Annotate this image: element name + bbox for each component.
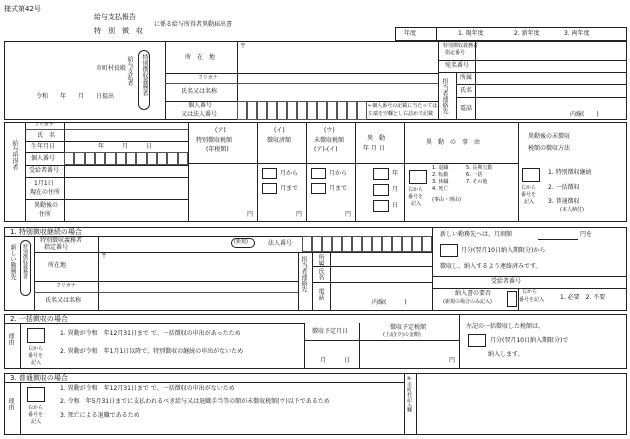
monthly-note-suffix: 円を — [580, 231, 593, 238]
section1-staff-vertical: 担当者連絡先 — [300, 256, 307, 292]
year-label: 年度 — [404, 30, 417, 37]
section2-circle1: 右から — [28, 346, 44, 352]
from-month-box-u[interactable] — [311, 168, 326, 179]
digit-cell[interactable] — [277, 101, 287, 120]
reason-other-label: (事由・理由) — [432, 197, 461, 203]
plan-day[interactable]: 日 — [344, 357, 351, 364]
monthly-note-prefix: 新しい勤務先へは、月割額 — [440, 231, 513, 238]
digit-cell[interactable] — [362, 236, 372, 252]
payer-address-label: 所 在 地 — [185, 54, 216, 61]
section3-title: 3. 普通徴収の場合 — [10, 374, 68, 382]
section3-circle2: 番号を — [28, 412, 44, 418]
payer-bracket-label: 特別徴収義務者 — [141, 54, 148, 96]
section1-staff-name-label: 氏名 — [317, 268, 324, 280]
digit-cell[interactable] — [126, 152, 136, 165]
digit-cell[interactable] — [64, 152, 74, 165]
digit-cell[interactable] — [307, 101, 317, 120]
reason-circle-box[interactable] — [409, 170, 427, 184]
section2-note1: 左記の一括徴収した税額は、 — [466, 323, 545, 330]
reason-7: 7. その他 — [466, 179, 488, 185]
digit-cell[interactable] — [327, 101, 337, 120]
submit-date[interactable]: 令和 年 月 日提出 — [36, 93, 115, 100]
addressee-number-label: 宛名番号 — [445, 62, 470, 69]
employee-birth-value[interactable]: 年 月 日 — [98, 143, 153, 150]
number-note1: ←個人番号の記載に当たっては — [368, 103, 438, 109]
section1-title: 1. 特別徴収継続の場合 — [10, 228, 82, 236]
digit-cell[interactable] — [412, 236, 422, 252]
assigned-number-label2: 指定番号 — [445, 50, 466, 56]
col-u-label1: 未徴収税額 — [314, 137, 345, 144]
method-circle-note3: 記入 — [524, 199, 535, 205]
mayor-label: 市町村長殿 — [96, 65, 127, 72]
employee-vertical-label: 給与所得者 — [11, 140, 18, 170]
digit-cell[interactable] — [347, 101, 357, 120]
digit-cell[interactable] — [105, 152, 115, 165]
to-month-label-i: 月まで — [280, 185, 299, 192]
payment-slip-options[interactable]: 1. 必要 2. 不要 — [560, 294, 606, 301]
digit-cell[interactable] — [372, 236, 382, 252]
digit-cell[interactable] — [85, 152, 95, 165]
digit-cell[interactable] — [74, 152, 84, 165]
reason-circle-note1: 右から — [408, 187, 424, 193]
reason-circle-note3: 記入 — [411, 201, 422, 207]
section1-bracket-label: 特別徴収義務者 — [22, 244, 28, 279]
col-i-yen: 円 — [296, 211, 303, 218]
digit-cell[interactable] — [287, 101, 297, 120]
section1-vertical: 新しい勤務先 — [9, 244, 16, 280]
reason-3: 3. 休職 — [432, 179, 449, 185]
reason-5: 5. 長期欠勤 — [466, 165, 493, 171]
start-month-note: 月分(翌月10日納入期限分)から — [461, 247, 546, 254]
plan-month[interactable]: 月 — [320, 357, 327, 364]
method-3-note: (本人納付) — [560, 207, 584, 213]
payment-slip-circle1: 右から — [522, 289, 538, 295]
to-month-label-u: 月まで — [329, 185, 348, 192]
digit-cell[interactable] — [422, 236, 432, 252]
change-year-label: 年 — [392, 170, 399, 177]
section1-address-label: 所在地 — [48, 262, 67, 269]
reason-4: 4. 死亡 — [432, 186, 449, 192]
from-month-box-i[interactable] — [262, 168, 277, 179]
after-address-b: 住所 — [39, 211, 52, 218]
section2-note2: 月分(翌月10日納入期限分)で — [490, 337, 569, 344]
payer-postal: 〒 — [240, 43, 247, 50]
col-u-label2: (ア)-(イ) — [314, 146, 338, 153]
payer-number-label2: 又は法人番号 — [181, 111, 218, 118]
digit-cell[interactable] — [147, 152, 157, 165]
digit-cell[interactable] — [267, 101, 277, 120]
col-after-label2: 税額の徴収方法 — [528, 145, 571, 152]
payer-name-label: 氏名又は名称 — [181, 88, 218, 95]
digit-cell[interactable] — [357, 101, 367, 120]
start-month-box[interactable] — [440, 244, 458, 257]
method-3: 3. 普通徴収 — [548, 198, 580, 205]
assigned-number-label1: 特別徴収義務者 — [443, 43, 479, 49]
digit-cell[interactable] — [237, 101, 247, 120]
change-day-box[interactable] — [373, 200, 389, 212]
digit-cell[interactable] — [312, 236, 322, 252]
employee-recipient-label: 受給者番号 — [29, 167, 60, 174]
col-a-mark: (ア) — [215, 127, 226, 134]
section3-item1: 1. 異動が令和 年12月31日まで で、一括徴収の申出がないため — [60, 385, 235, 392]
col-change-label1: 異 動 — [367, 135, 386, 142]
year-option-current[interactable]: 1. 現年度 — [458, 30, 484, 37]
office-use-vertical: ※市町村記入欄 — [406, 376, 412, 412]
method-2: 2. 一括徴収 — [548, 184, 580, 191]
digit-cell[interactable] — [247, 101, 257, 120]
col-u-yen: 円 — [345, 211, 352, 218]
method-1: 1. 特別徴収継続 — [548, 169, 592, 176]
payment-slip-label2: (新規の場合のみ記入) — [443, 299, 492, 305]
section3-circle1: 右から — [28, 405, 44, 411]
section2-reason-vertical: 理由 — [7, 333, 14, 345]
employee-birth-label: 生年月日 — [31, 143, 56, 150]
section3-item2: 2. 令和 年5月31日までに支払われるべき給与又は退職手当等の額が未徴収税額(ウ)以下であるため — [60, 398, 330, 405]
digit-cell[interactable] — [402, 236, 412, 252]
payment-slip-box[interactable] — [507, 291, 517, 307]
section3-reason-vertical: 理由 — [7, 398, 14, 410]
section1-phone-label: 電話 — [317, 288, 324, 300]
digit-cell[interactable] — [157, 152, 167, 165]
payer-staff-name-label: 氏名 — [460, 87, 473, 94]
section1-extension[interactable]: 内線( ) — [372, 299, 407, 306]
section1-postal: 〒 — [101, 253, 108, 260]
title-line3: に係る給与所得者異動届出書 — [154, 21, 233, 28]
section3-circle3: 記入 — [31, 419, 42, 425]
to-month-box-i[interactable] — [262, 183, 277, 194]
col-a-label1: 特別徴収税額 — [196, 137, 233, 144]
employee-number-cells[interactable] — [64, 152, 188, 165]
digit-cell[interactable] — [317, 101, 327, 120]
section3-item3: 3. 死亡による退職であるため — [60, 412, 140, 419]
payer-dept-label: 所属 — [460, 74, 473, 81]
plan-date-label: 徴収予定月日 — [312, 328, 349, 335]
section1-assigned2: 指定番号 — [44, 244, 69, 251]
section1-furigana: フリガナ — [56, 283, 76, 289]
year-option-new[interactable]: 2. 新年度 — [514, 30, 540, 37]
section2-circle3: 記入 — [31, 360, 42, 366]
form-number: 様式第42号 — [4, 5, 41, 13]
change-day-label: 日 — [392, 202, 399, 209]
jan1-label-a: 1月1日 — [34, 180, 54, 187]
plan-amount-label1: 徴収予定税額 — [390, 324, 427, 331]
digit-cell[interactable] — [392, 236, 402, 252]
col-a-yen: 円 — [247, 211, 254, 218]
change-month-box[interactable] — [373, 184, 389, 196]
section1-name-label: 氏名又は名称 — [45, 297, 82, 304]
col-change-label2: 年 月 日 — [363, 145, 385, 152]
new-label: (新規) — [234, 239, 248, 245]
digit-cell[interactable] — [382, 236, 392, 252]
section2-note3: 納入します。 — [488, 351, 524, 358]
digit-cell[interactable] — [178, 152, 188, 165]
reason-circle-note2: 番号を — [408, 194, 424, 200]
method-circle-note2: 番号を — [521, 192, 537, 198]
to-month-box-u[interactable] — [311, 183, 326, 194]
section1-dept-label: 所属 — [317, 254, 324, 266]
corp-number-label: 法人番号 — [268, 240, 293, 247]
payer-number-cells[interactable] — [237, 101, 367, 120]
section1-assigned1: 特別徴収義務者 — [40, 237, 83, 244]
payer-vertical-label: 給与支払者 — [126, 56, 133, 86]
year-option-both[interactable]: 3. 両年度 — [564, 30, 590, 37]
digit-cell[interactable] — [297, 101, 307, 120]
change-month-label: 月 — [392, 186, 399, 193]
reason-1: 1. 退職 — [432, 165, 449, 171]
col-reason-label: 異 動 の 事 由 — [426, 139, 481, 146]
year-selector[interactable] — [395, 27, 627, 41]
monthly-amount-line[interactable] — [538, 239, 578, 240]
method-circle-box[interactable] — [522, 168, 540, 182]
payer-furigana: フリガナ — [198, 75, 218, 81]
digit-cell[interactable] — [167, 152, 177, 165]
payer-number-label1: 個人番号 — [188, 102, 213, 109]
section3-reason-box[interactable] — [27, 387, 45, 402]
col-i-label: 徴収済額 — [267, 137, 292, 144]
digit-cell[interactable] — [342, 236, 352, 252]
digit-cell[interactable] — [95, 152, 105, 165]
section2-item2: 2. 異動が令和 年1月1日以降で、特別徴収の継続の申出がないため — [60, 348, 244, 355]
contacted-note: 徴収し、納入するよう連絡済みです。 — [440, 263, 542, 270]
section2-title: 2. 一括徴収の場合 — [10, 315, 68, 323]
after-address-a: 異動後の — [34, 202, 59, 209]
section2-reason-box[interactable] — [27, 328, 45, 343]
number-note2: 左端を空欄とし右詰めで記載 — [368, 111, 434, 117]
section2-item1: 1. 異動が令和 年12月31日まで で、一括徴収の申出があったため — [60, 330, 241, 337]
payer-extension[interactable]: 内線( ) — [570, 111, 599, 118]
title-line2: 特 別 徴 収 — [94, 27, 143, 35]
from-month-label-u: 月から — [329, 170, 348, 177]
change-year-box[interactable] — [373, 168, 389, 180]
digit-cell[interactable] — [337, 101, 347, 120]
office-use-area — [417, 374, 626, 434]
digit-cell[interactable] — [352, 236, 362, 252]
employee-name-label: 氏 名 — [37, 132, 56, 139]
title-line1: 給与支払報告 — [94, 13, 136, 21]
section2-month-box[interactable] — [468, 334, 486, 347]
digit-cell[interactable] — [257, 101, 267, 120]
reason-6: 6. 一括 — [466, 172, 483, 178]
employee-number-label: 個人番号 — [31, 155, 56, 162]
payment-slip-circle2: 番号を記入 — [519, 297, 545, 303]
col-after-label1: 異動後の未徴収 — [528, 133, 571, 140]
reason-2: 2. 転勤 — [432, 172, 449, 178]
col-a-label2: (年税額) — [206, 146, 229, 153]
section2-circle2: 番号を — [28, 353, 44, 359]
payment-slip-label1: 納入書の要否 — [455, 290, 492, 297]
payer-staff-vertical: 担当者連絡先 — [441, 78, 448, 114]
payer-phone-label: 電話 — [460, 105, 473, 112]
digit-cell[interactable] — [302, 236, 312, 252]
employee-furigana: フリガナ — [34, 122, 54, 128]
method-circle-note1: 右から — [521, 185, 537, 191]
col-u-mark: (ウ) — [324, 127, 335, 134]
digit-cell[interactable] — [332, 236, 342, 252]
plan-amount-label2: (上記(ウ)の金額) — [383, 332, 421, 338]
corp-number-cells[interactable] — [302, 236, 432, 252]
col-i-mark: (イ) — [274, 127, 285, 134]
from-month-label-i: 月から — [280, 170, 299, 177]
section1-recipient-label: 受給者番号 — [491, 278, 522, 285]
digit-cell[interactable] — [322, 236, 332, 252]
digit-cell[interactable] — [136, 152, 146, 165]
digit-cell[interactable] — [116, 152, 126, 165]
plan-yen[interactable]: 円 — [449, 357, 456, 364]
jan1-label-b: 現在の住所 — [30, 189, 61, 196]
